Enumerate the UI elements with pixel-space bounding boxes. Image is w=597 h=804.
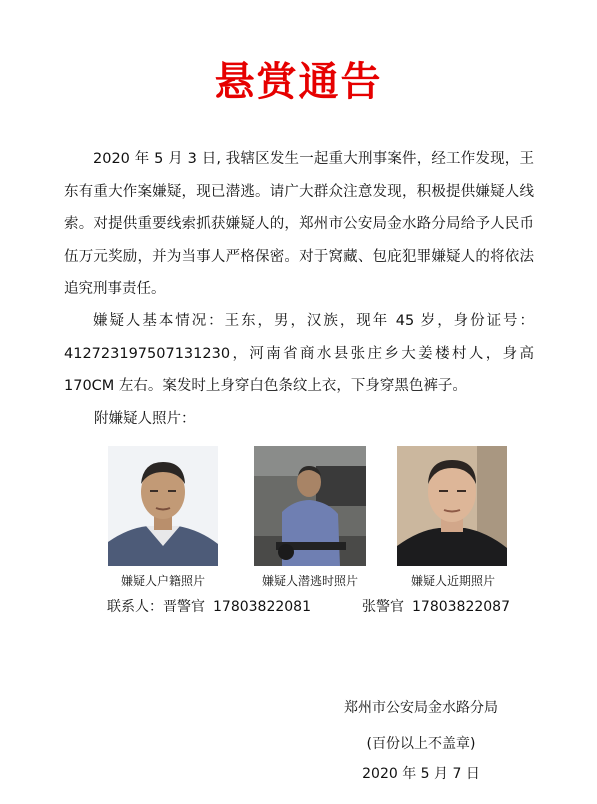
- photo-caption-recent: 嫌疑人近期照片: [410, 574, 495, 588]
- contact-officer-2: [362, 596, 510, 616]
- contacts-label: 联系人：: [107, 599, 163, 615]
- officer-2-name: 张警官: [362, 599, 404, 615]
- notice-title: 悬赏通告: [214, 59, 383, 105]
- stamp-note: (百份以上不盖章): [366, 736, 476, 752]
- photo-caption-fleeing: 嫌疑人潜逃时照片: [261, 574, 358, 588]
- photos-label: 附嫌疑人照片：: [94, 411, 196, 427]
- officer-2-phone: 17803822087: [412, 599, 510, 615]
- suspect-fleeing-photo: [254, 446, 366, 566]
- suspect-id-photo: [108, 446, 218, 566]
- issue-date: 2020 年 5 月 7 日: [362, 766, 480, 782]
- suspect-recent-photo: [397, 446, 507, 566]
- suspect-info-paragraph: 嫌疑人基本情况：王东，男，汉族，现年 45 岁，身份证号：412723197507131230，河南省商水县张庄乡大姜楼村人，身高 170CM 左右。案发时上身穿白色条纹上衣，下身穿黑色裤子。: [64, 313, 534, 394]
- officer-1-phone: 17803822081: [213, 599, 311, 615]
- officer-1-name: 晋警官: [163, 599, 205, 615]
- notice-paragraph-1: 2020 年 5 月 3 日, 我辖区发生一起重大刑事案件，经工作发现，王东有重大作案嫌疑，现已潜逃。请广大群众注意发现，积极提供嫌疑人线索。对提供重要线索抓获嫌疑人的，郑州市公安局金水路分局给予人民币伍万元奖励，并为当事人严格保密。对于窝藏、包庇犯罪嫌疑人的将依法追究刑事责任。: [64, 151, 534, 297]
- contact-officer-1: [107, 596, 311, 616]
- issuer-name: 郑州市公安局金水路分局: [344, 700, 498, 716]
- photo-caption-id: 嫌疑人户籍照片: [120, 574, 205, 588]
